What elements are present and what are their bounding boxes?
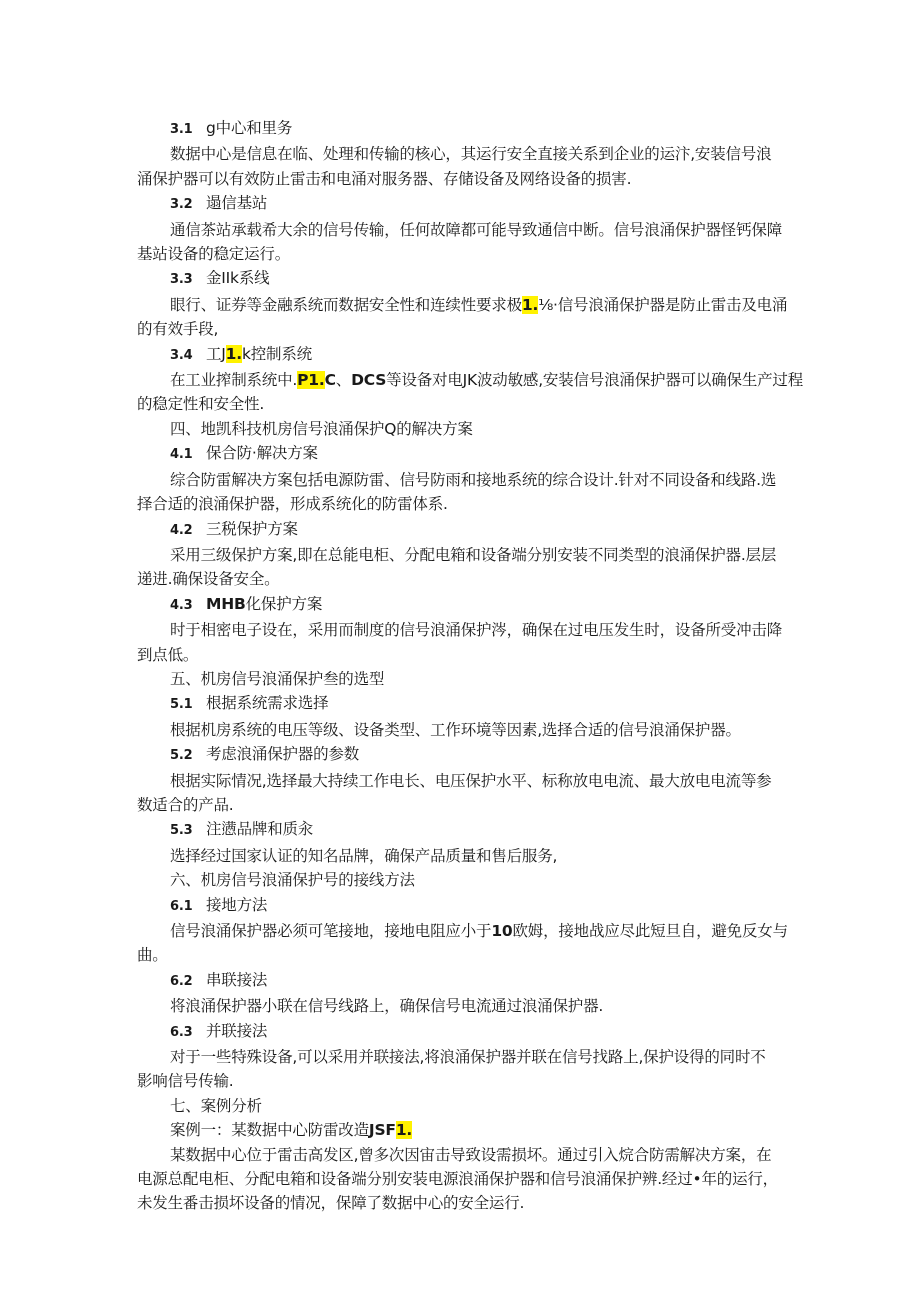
section-title: 保合防·解决方案 bbox=[206, 444, 318, 463]
text-span: ⅛·信号浪涌保护器是防止雷击及电涌 bbox=[538, 295, 788, 314]
bold-text: JSF bbox=[368, 1121, 396, 1140]
section-title: 并联接法 bbox=[206, 1021, 268, 1040]
paragraph-line bbox=[137, 1118, 787, 1142]
document-body bbox=[137, 116, 804, 1216]
section-heading bbox=[137, 441, 787, 467]
section-heading bbox=[137, 517, 787, 543]
paragraph-line bbox=[137, 618, 787, 642]
section-heading bbox=[137, 817, 787, 843]
section-number: 6.2 bbox=[170, 973, 193, 989]
paragraph-line bbox=[137, 994, 787, 1018]
text-span: 根据实际情况,选择最大持续工作电长、电压保护水平、标称放电电流、最大放电电流等参 bbox=[170, 771, 772, 790]
section-title: 遢信基站 bbox=[206, 194, 268, 213]
section-number: 4.3 bbox=[170, 597, 193, 613]
paragraph-continuation-line bbox=[137, 167, 787, 191]
paragraph-continuation-line bbox=[137, 492, 787, 516]
section-title: 接地方法 bbox=[206, 895, 268, 914]
paragraph-line bbox=[137, 868, 787, 892]
paragraph-line bbox=[137, 543, 787, 567]
paragraph-continuation-line bbox=[137, 317, 787, 341]
section-heading bbox=[137, 893, 787, 919]
text-span: 择合适的浪涌保护器，形成系统化的防雷体系. bbox=[137, 495, 448, 514]
text-span: 案例一：某数据中心防雷改造 bbox=[170, 1121, 369, 1140]
highlighted-text: 1. bbox=[225, 344, 242, 363]
paragraph-line bbox=[137, 769, 787, 793]
text-span: 等设备对电JK波动敏感,安装信号浪涌保护器可以确保生产过程 bbox=[386, 371, 804, 390]
section-heading bbox=[137, 1019, 787, 1045]
section-number: 5.2 bbox=[170, 748, 193, 764]
section-title: g中心和里务 bbox=[206, 119, 293, 137]
paragraph-continuation-line bbox=[137, 1069, 787, 1093]
section-title: 考虑浪涌保护器的参数 bbox=[206, 745, 360, 764]
section-number: 4.2 bbox=[170, 522, 193, 538]
section-number: 3.1 bbox=[170, 122, 193, 137]
paragraph-line bbox=[137, 142, 787, 166]
section-heading bbox=[137, 742, 787, 768]
paragraph-line bbox=[137, 468, 787, 492]
section-heading bbox=[137, 968, 787, 994]
paragraph-line bbox=[137, 293, 787, 317]
text-span: 五、机房信号浪涌保护叁的选型 bbox=[170, 669, 385, 688]
section-number: 3.2 bbox=[170, 197, 193, 213]
section-title: 根据系统需求选择 bbox=[206, 694, 329, 713]
section-number: 6.3 bbox=[170, 1024, 193, 1040]
paragraph-line bbox=[137, 218, 787, 242]
text-span: 时于相密电子设在，采用而制度的信号浪涌保护涔，确保在过电压发生时，设备所受冲击降 bbox=[170, 621, 783, 640]
text-span: 数适合的产品. bbox=[137, 795, 234, 814]
section-number: 3.3 bbox=[170, 272, 193, 288]
text-span: 化保护方案 bbox=[245, 594, 323, 613]
text-span: 的稳定性和安全性. bbox=[137, 395, 265, 414]
text-span: 影响信号传输. bbox=[137, 1072, 234, 1091]
paragraph-line bbox=[137, 417, 787, 441]
paragraph-continuation-line bbox=[137, 793, 787, 817]
text-span: 、 bbox=[335, 371, 352, 390]
text-span: 某数据中心位于雷击高发区,曾多次因宙击导致设需损坏。通过引入烷合防需解决方案，在 bbox=[170, 1145, 772, 1164]
paragraph-continuation-line bbox=[137, 1191, 787, 1215]
section-title: 金IIk系线 bbox=[206, 269, 270, 288]
paragraph-continuation-line bbox=[137, 943, 787, 967]
highlighted-text: 1. bbox=[521, 295, 539, 314]
text-span: 根据机房系统的电压等级、设备类型、工作环境等因素,选择合适的信号浪涌保护器。 bbox=[170, 720, 741, 739]
paragraph-line bbox=[137, 667, 787, 691]
bold-text: DCS bbox=[351, 371, 387, 390]
highlighted-text: P1. bbox=[297, 371, 325, 390]
text-span: 涌保护器可以有效防止雷击和电涌对服务器、存储设备及网络设备的损害. bbox=[137, 169, 632, 188]
section-heading bbox=[137, 191, 787, 217]
text-span: 递进.确保设备安全。 bbox=[137, 570, 280, 589]
section-title: 三税保护方案 bbox=[206, 519, 298, 538]
section-heading bbox=[137, 116, 787, 142]
paragraph-continuation-line bbox=[137, 242, 787, 266]
text-span: 未发生番击损坏设备的情况，保障了数据中心的安全运行. bbox=[137, 1194, 525, 1213]
text-span: 通信茶站承载希大余的信号传输，任何故障都可能导致通信中断。信号浪涌保护器怪钙保障 bbox=[170, 220, 783, 239]
text-span: 电源总配电柜、分配电箱和设备端分别安装电源浪涌保护器和信号浪涌保护辨.经过•年的运行， bbox=[137, 1170, 778, 1189]
bold-text: 10 bbox=[491, 922, 513, 940]
text-span: 的有效手段, bbox=[137, 320, 219, 339]
text-span: 六、机房信号浪涌保护号的接线方法 bbox=[170, 871, 415, 890]
text-span: k控制系统 bbox=[241, 344, 312, 363]
text-span: 采用三级保护方案,即在总能电柜、分配电箱和设备端分别安装不同类型的浪涌保护器.层层 bbox=[170, 545, 777, 564]
text-span: 数据中心是信息在临、处理和传输的核心，其运行安全直接关系到企业的运汴,安装信号浪 bbox=[170, 145, 772, 164]
text-span: 曲。 bbox=[137, 946, 168, 965]
paragraph-continuation-line bbox=[137, 567, 787, 591]
text-span: 综合防雷解决方案包括电源防雷、信号防雨和接地系统的综合设计.针对不同设备和线路.选 bbox=[170, 470, 777, 489]
section-number: 5.3 bbox=[170, 823, 193, 839]
paragraph-line bbox=[137, 718, 787, 742]
section-number: 6.1 bbox=[170, 898, 193, 914]
text-span: 选择经过国家认证的知名品牌，确保产品质量和售后服务, bbox=[170, 846, 558, 865]
text-span: 眼行、证券等金融系统而数据安全性和连续性要求极 bbox=[170, 295, 522, 314]
text-span: 信号浪涌保护器必须可笔接地，接地电阻应小于 bbox=[170, 922, 492, 940]
text-span: 欧姆，接地战应尽此短旦自，避免反女与 bbox=[512, 922, 788, 940]
bold-text: MHB bbox=[206, 594, 246, 613]
paragraph-line bbox=[137, 1045, 787, 1069]
section-heading bbox=[137, 592, 787, 618]
section-heading bbox=[137, 691, 787, 717]
section-number: 5.1 bbox=[170, 697, 193, 713]
paragraph-continuation-line bbox=[137, 1167, 787, 1191]
section-number: 3.4 bbox=[170, 347, 193, 363]
paragraph-line bbox=[137, 919, 787, 943]
text-span: 在工业搾制系统中. bbox=[170, 371, 298, 390]
text-span: 工J bbox=[206, 344, 226, 363]
paragraph-continuation-line bbox=[137, 392, 787, 416]
highlighted-text: 1. bbox=[395, 1121, 413, 1140]
bold-text: C bbox=[324, 371, 336, 390]
text-span: 四、地凯科技机房信号浪涌保护Q的解决方案 bbox=[170, 419, 473, 438]
paragraph-line bbox=[137, 1143, 787, 1167]
text-span: 将浪涌保护器小联在信号线路上，确保信号电流通过浪涌保护器. bbox=[170, 997, 604, 1016]
paragraph-line bbox=[137, 368, 804, 392]
paragraph-line bbox=[137, 1094, 787, 1118]
paragraph-continuation-line bbox=[137, 643, 787, 667]
paragraph-line bbox=[137, 844, 787, 868]
section-title: 串联接法 bbox=[206, 970, 268, 989]
section-heading bbox=[137, 342, 787, 368]
section-title: 注懑品牌和质汆 bbox=[206, 820, 314, 839]
text-span: 七、案例分析 bbox=[170, 1096, 262, 1115]
text-span: 基站设备的稳定运行。 bbox=[137, 245, 291, 264]
text-span: 对于一些特殊设备,可以采用并联接法,将浪涌保护器并联在信号找路上,保护设得的同时不 bbox=[170, 1048, 766, 1067]
section-number: 4.1 bbox=[170, 447, 193, 463]
section-heading bbox=[137, 266, 787, 292]
text-span: 到点低。 bbox=[137, 645, 199, 664]
